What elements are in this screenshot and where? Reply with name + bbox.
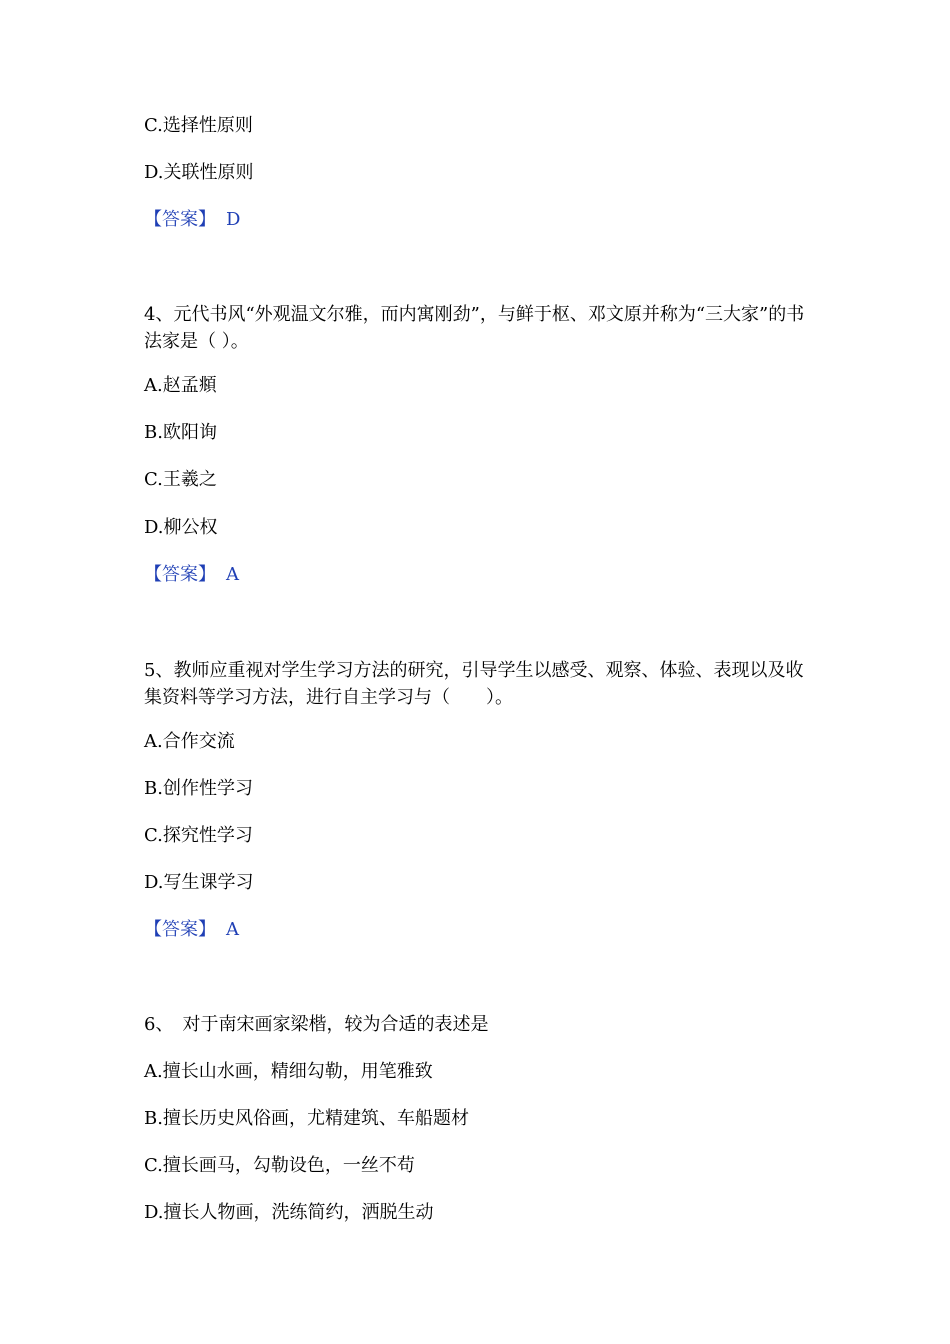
q4-answer (144, 563, 239, 587)
q6-stem: 6、 对于南宋画家梁楷，较为合适的表述是 (144, 1014, 489, 1035)
q4-option-c: C.王羲之 (144, 469, 217, 490)
q6-option-a: A.擅长山水画，精细勾勒，用笔雅致 (144, 1061, 433, 1082)
q6-option-c: C.擅长画马，勾勒设色，一丝不苟 (144, 1155, 415, 1176)
answer-label: 【答案】 (144, 209, 216, 230)
prev-option-c: C.选择性原则 (144, 115, 253, 136)
q5-option-c: C.探究性学习 (144, 825, 253, 846)
q6-option-d: D.擅长人物画，洗练简约，洒脱生动 (144, 1202, 434, 1223)
q4-option-b: B.欧阳询 (144, 422, 217, 443)
answer-value: A (226, 919, 239, 940)
q5-answer (144, 918, 239, 942)
answer-value: D (226, 209, 241, 230)
q4-option-a: A.赵孟頫 (144, 375, 217, 396)
q5-stem: 5、教师应重视对学生学习方法的研究，引导学生以感受、观察、体验、表现以及收集资料等学习方法，进行自主学习与（ ）。 (144, 660, 804, 708)
q6-option-b: B.擅长历史风俗画，尤精建筑、车船题材 (144, 1108, 469, 1129)
answer-value: A (226, 564, 239, 585)
answer-label: 【答案】 (144, 919, 216, 940)
q4-option-d: D.柳公权 (144, 517, 218, 538)
q5-option-a: A.合作交流 (144, 731, 235, 752)
q4-stem: 4、元代书风“外观温文尔雅，而内寓刚劲”，与鲜于枢、邓文原并称为“三大家”的书法家是（ ）。 (144, 304, 805, 352)
answer-label: 【答案】 (144, 564, 216, 585)
prev-option-d: D.关联性原则 (144, 162, 254, 183)
prev-answer (144, 208, 240, 232)
q5-option-b: B.创作性学习 (144, 778, 253, 799)
q5-option-d: D.写生课学习 (144, 872, 254, 893)
